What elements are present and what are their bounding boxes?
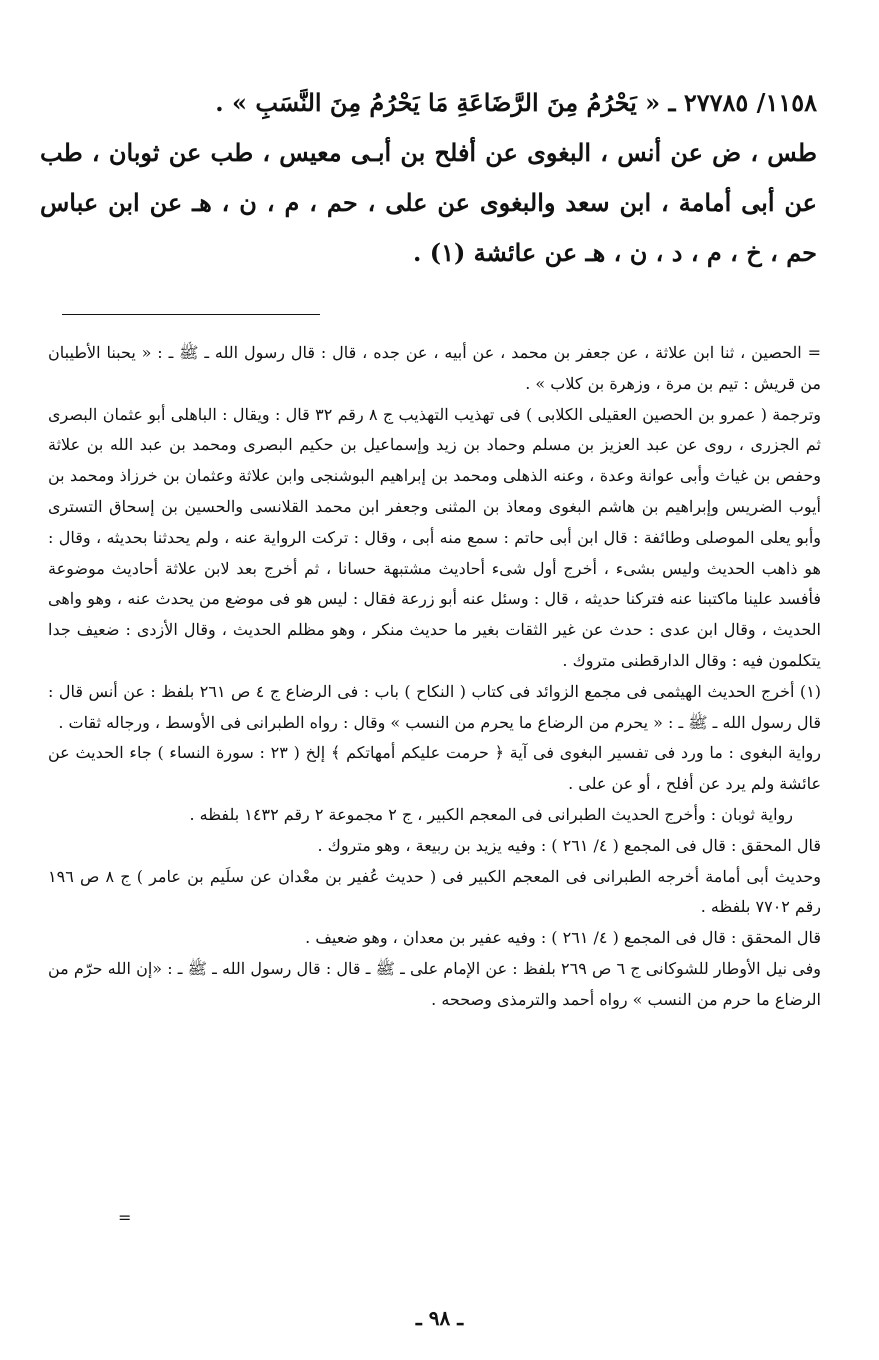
footnote-divider	[62, 314, 320, 315]
continuation-mark: =	[118, 1208, 132, 1227]
footnotes	[48, 338, 821, 1016]
footnote-baghawi: رواية البغوى : ما ورد فى تفسير البغوى فى آية ﴿ حرمت عليكم أمهاتكم ﴾ إلخ ( ٢٣ : سورة النساء ) جاء الحديث عن عائشة ولم يرد عن أفلح ، أو عن على .	[48, 743, 822, 794]
footnote-nayl-alawtar: وفى نيل الأوطار للشوكانى ج ٦ ص ٢٦٩ بلفظ : عن الإمام على ـ ﷺ ـ قال : قال رسول الله ـ ﷺ ـ : «إن الله حرّم من الرضاع ما حرم من النسب » رواه أحمد والترمذى وصححه .	[48, 958, 822, 1009]
footnote-continuation: = الحصين ، ثنا ابن علاثة ، عن جعفر بن محمد ، عن أبيه ، عن جده ، قال : قال رسول الله ـ ﷺ ـ : « يحبنا الأطيبان من قريش : تيم بن مرة ، وزهرة بن كلاب » .	[48, 343, 821, 393]
footnote-1: (١) أخرج الحديث الهيثمى فى مجمع الزوائد فى كتاب ( النكاح ) باب : فى الرضاع ج ٤ ص ٢٦١ بلفظ : عن أنس قال : قال رسول الله ـ ﷺ ـ : « يحرم من الرضاع ما يحرم من النسب » وقال : رواه الطبرانى فى الأوسط ، ورجاله ثقات .	[48, 681, 822, 732]
footnote-muhaqqiq-1: قال المحقق : قال فى المجمع ( ٤/ ٢٦١ ) : وفيه يزيد بن ربيعة ، وهو متروك .	[317, 835, 821, 855]
hadith-sources: طس ، ض عن أنس ، البغوى عن أفلح بن أبـى معيس ، طب عن ثوبان ، طب عن أبى أمامة ، ابن سعد والبغوى عن على ، حم ، م ، ن ، هـ عن ابن عباس حم ، خ ، م ، د ، ن ، هـ عن عائشة (١) .	[40, 138, 817, 267]
footnote-abu-umama: وحديث أبى أمامة أخرجه الطبرانى فى المعجم الكبير فى ( حديث عُفير بن معْدان عن سلَيم بن عامر ) ج ٨ ص ١٩٦ رقم ٧٧٠٢ بلفظه .	[48, 866, 822, 917]
hadith-title: ١١٥٨/ ٢٧٧٨٥ ـ « يَحْرُمُ مِنَ الرَّضَاعَةِ مَا يَحْرُمُ مِنَ النَّسَبِ » .	[215, 88, 817, 117]
footnote-thawban: رواية ثوبان : وأخرج الحديث الطبرانى فى المعجم الكبير ، ج ٢ مجموعة ٢ رقم ١٤٣٢ بلفظه .	[189, 804, 793, 824]
page-number: ـ ٩٨ ـ	[415, 1306, 464, 1330]
footnote-muhaqqiq-2: قال المحقق : قال فى المجمع ( ٤/ ٢٦١ ) : وفيه عفير بن معدان ، وهو ضعيف .	[305, 928, 821, 948]
main-text	[40, 78, 817, 278]
footnote-narrator-bio: وترجمة ( عمرو بن الحصين العقيلى الكلابى ) فى تهذيب التهذيب ج ٨ رقم ٣٢ قال : ويقال : الباهلى أبو عثمان البصرى ثم الجزرى ، روى عن عبد العزيز بن مسلم وحماد بن زيد وإسماعيل بن حكيم البصرى ومحمد بن عبد الله بن علاثة وحفص بن غياث وأبى عوانة وعدة ، وعنه الذهلى ومحمد بن إبراهيم البوشنجى وابن علاثة وعثمان بن خرزاذ ومحمد بن أيوب الضريس وإبراهيم بن هاشم البغوى ومعاذ بن المثنى وجعفر ابن محمد القلانسى والحسين بن إسحاق التسترى وأبو يعلى الموصلى وطائفة : قال ابن أبى حاتم : سمع منه أبى ، وقال : تركت الرواية عنه ، ولم يحدثنا بحديثه ، وقال : هو ذاهب الحديث وليس بشىء ، أخرج أول شىء أحاديث مشتبهة حسانا ، ثم أخرج بعد لابن علاثة أحاديث موضوعة فأفسد علينا ماكتبنا عنه فتركنا حديثه ، قال : وسئل عنه أبو زرعة فقال : ليس هو فى موضع من يحدث عنه ، وهو واهى الحديث ، وقال ابن عدى : حدث عن غير الثقات بغير ما حديث منكر ، وهو مظلم الحديث ، وقال الأزدى : ضعيف جدا يتكلمون فيه : وقال الدارقطنى متروك .	[48, 404, 822, 670]
